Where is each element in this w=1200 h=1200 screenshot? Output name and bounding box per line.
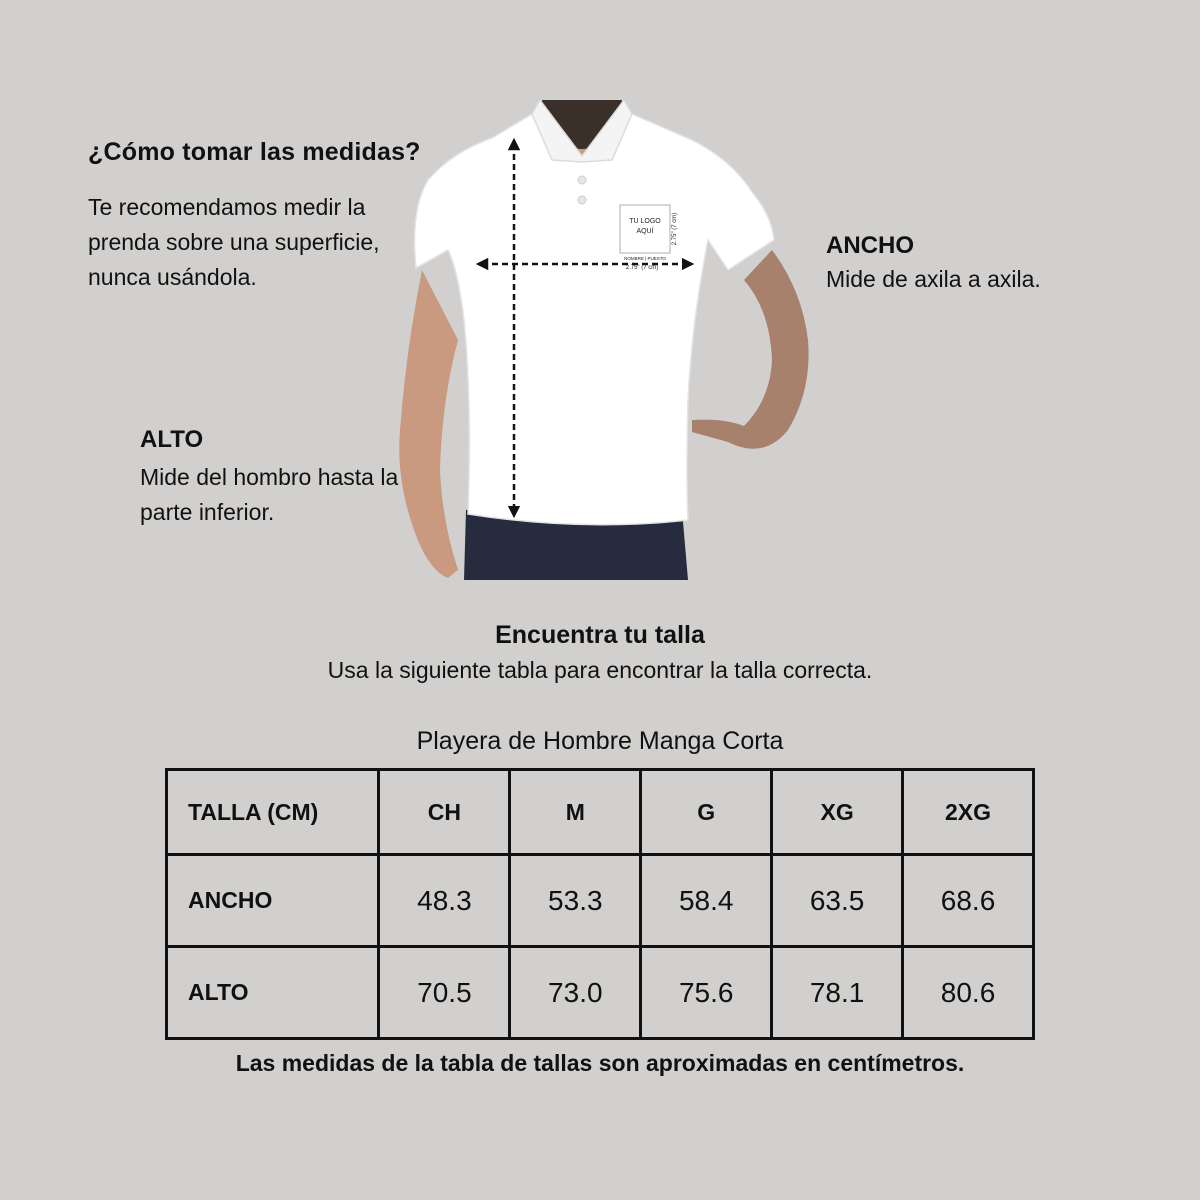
table-cell: 48.3 — [379, 855, 510, 947]
logo-name-label: NOMBRE | PUESTO — [624, 256, 666, 261]
table-cell: 70.5 — [379, 947, 510, 1039]
header-cell-xg: XG — [772, 770, 903, 855]
how-to-measure-title: ¿Cómo tomar las medidas? — [88, 138, 421, 166]
alto-text: Mide del hombro hasta la parte inferior. — [140, 464, 399, 525]
table-header-row — [167, 770, 1034, 855]
size-table — [165, 768, 1035, 1040]
logo-placeholder-text-2: AQUÍ — [636, 228, 654, 235]
logo-height-label: 2.75" (7 cm) — [672, 212, 678, 246]
find-size-title: Encuentra tu talla — [495, 621, 705, 649]
table-cell: 58.4 — [641, 855, 772, 947]
table-row — [167, 947, 1034, 1039]
logo-width-label: 2.75" (7 cm) — [625, 265, 659, 271]
header-cell-2xg: 2XG — [903, 770, 1034, 855]
header-cell-size: TALLA (CM) — [167, 770, 379, 855]
table-cell: 80.6 — [903, 947, 1034, 1039]
table-cell: 73.0 — [510, 947, 641, 1039]
find-size-subtitle: Usa la siguiente tabla para encontrar la talla correcta. — [327, 657, 873, 683]
row-label-ancho: ANCHO — [167, 855, 379, 947]
how-to-measure-text: Te recomendamos medir la prenda sobre una superficie, nunca usándola. — [88, 194, 380, 290]
header-cell-g: G — [641, 770, 772, 855]
header-cell-m: M — [510, 770, 641, 855]
header-cell-ch: CH — [379, 770, 510, 855]
ancho-title: ANCHO — [826, 232, 914, 259]
footnote: Las medidas de la tabla de tallas son aproximadas en centímetros. — [235, 1050, 965, 1076]
table-caption: Playera de Hombre Manga Corta — [416, 727, 784, 755]
model-right-arm — [692, 250, 809, 449]
shirt-button — [578, 176, 586, 184]
table-row — [167, 855, 1034, 947]
alto-title: ALTO — [140, 426, 204, 453]
table-cell: 53.3 — [510, 855, 641, 947]
table-cell: 78.1 — [772, 947, 903, 1039]
table-cell: 63.5 — [772, 855, 903, 947]
row-label-alto: ALTO — [167, 947, 379, 1039]
shirt-button — [578, 196, 586, 204]
model-left-arm — [399, 270, 458, 578]
logo-placeholder-text-1: TU LOGO — [629, 218, 661, 225]
table-cell: 75.6 — [641, 947, 772, 1039]
table-cell: 68.6 — [903, 855, 1034, 947]
model-shirt — [415, 114, 775, 525]
model-figure — [392, 100, 822, 580]
ancho-text: Mide de axila a axila. — [826, 266, 1041, 292]
